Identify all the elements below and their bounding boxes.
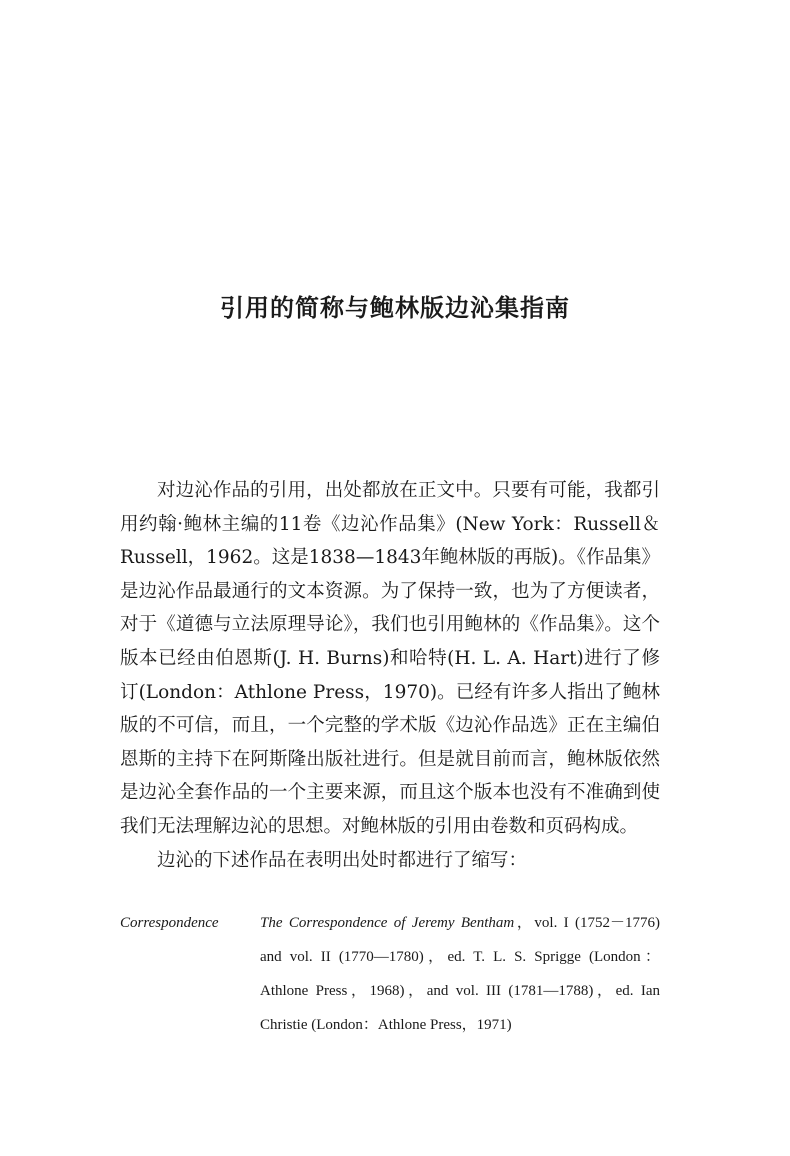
abbreviation-term: Correspondence	[120, 915, 219, 931]
paragraph-abbreviation-intro: 边沁的下述作品在表明出处时都进行了缩写：	[157, 849, 528, 871]
abbreviation-work-title: The Correspondence of Jeremy Bentham	[260, 915, 515, 931]
paragraph-citation-note: 对边沁作品的引用，出处都放在正文中。只要有可能，我都引用约翰·鲍林主编的11卷《边沁作品集》(New York：Russell＆Russell，1962。这是1838—1843年鲍林版的再版)。《作品集》是边沁作品最通行的文本资源。为了保持一致，也为了方便读者，对于《道德与立法原理导论》，我们也引用鲍林的《作品集》。这个版本已经由伯恩斯(J. H. Burns)和哈特(H. L. A. Hart)进行了修订(London：Athlone Press，1970)。已经有许多人指出了鲍林版的不可信，而且，一个完整的学术版《边沁作品选》正在主编伯恩斯的主持下在阿斯隆出版社进行。但是就目前而言，鲍林版依然是边沁全套作品的一个主要来源，而且这个版本也没有不准确到使我们无法理解边沁的思想。对鲍林版的引用由卷数和页码构成。	[120, 480, 660, 837]
chapter-title: 引用的简称与鲍林版边沁集指南	[220, 294, 570, 322]
body-text	[120, 474, 660, 877]
abbreviation-definition	[260, 906, 660, 1042]
abbreviation-work-detail: ，vol. I (1752－1776) and vol. II (1770—1780)，ed. T. L. S. Sprigge (London：Athlone Press，1968)，and vol. III (1781—1788)，ed. Ian Christie (London：Athlone Press，1971)	[260, 915, 661, 1033]
